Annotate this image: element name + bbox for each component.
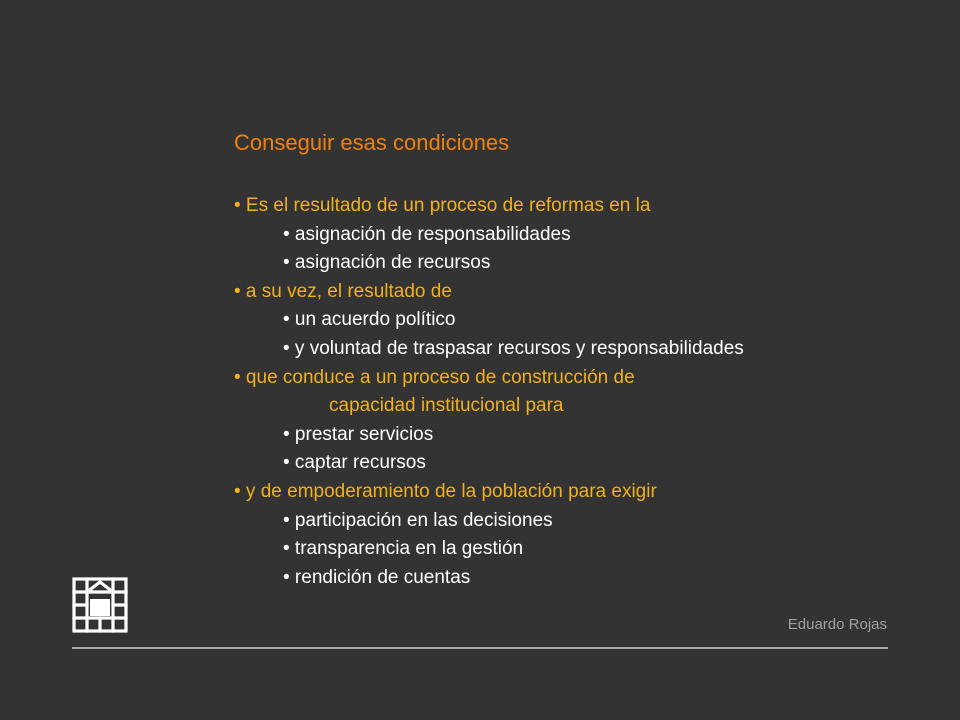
author-name: Eduardo Rojas — [787, 616, 887, 633]
bullet-list — [234, 192, 744, 592]
bullet-level1: • que conduce a un proceso de construcción de — [234, 366, 635, 388]
bullet-level2: • captar recursos — [283, 452, 426, 474]
bullet-level2: • un acuerdo político — [283, 309, 456, 331]
bullet-level2: • prestar servicios — [283, 423, 434, 445]
bullet-level2: • participación en las decisiones — [283, 509, 553, 531]
bullet-level1: • y de empoderamiento de la población para exigir — [234, 480, 657, 502]
bullet-level2: • rendición de cuentas — [283, 566, 471, 588]
bullet-level2: • asignación de responsabilidades — [283, 223, 571, 245]
bullet-level1: • Es el resultado de un proceso de reformas en la — [234, 195, 651, 216]
building-grid-logo-icon — [72, 577, 128, 633]
bullet-level2: • transparencia en la gestión — [283, 538, 524, 560]
bullet-level1-continuation: capacidad institucional para — [329, 395, 564, 417]
slide-title: Conseguir esas condiciones — [234, 130, 510, 155]
bullet-level1: • a su vez, el resultado de — [234, 280, 452, 302]
bullet-level2: • asignación de recursos — [283, 252, 491, 274]
bullet-level2: • y voluntad de traspasar recursos y responsabilidades — [283, 337, 744, 359]
footer-divider — [72, 647, 888, 649]
